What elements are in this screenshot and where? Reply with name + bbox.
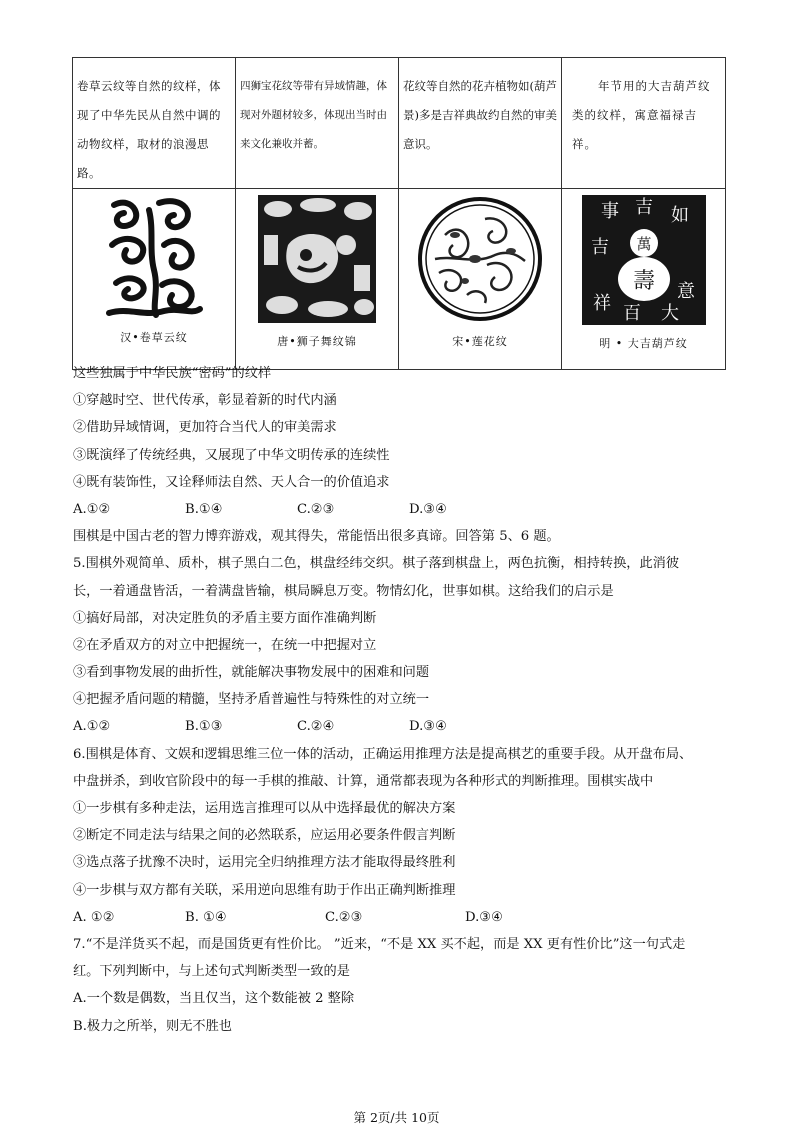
question-6: 6.围棋是体育、文娱和逻辑思维三位一体的活动，正确运用推理方法是提高棋艺的重要手段。从开盘布局、 (73, 746, 693, 762)
statement-3: ③既演绎了传统经典，又展现了中华文明传承的连续性 (73, 447, 390, 463)
options-q6 (73, 904, 733, 931)
text-line: 围棋是中国古老的智力博弈游戏，观其得失，常能悟出很多真谛。回答第 5、6 题。 (73, 529, 560, 545)
cloud-scroll-pattern-image (104, 195, 204, 319)
gourd-char: 壽 (632, 269, 655, 294)
option-a: A.①② (73, 501, 111, 517)
option-d: D.③④ (409, 719, 447, 735)
statement-2: ②在矛盾双方的对立中把握统一，在统一中把握对立 (73, 637, 377, 653)
page-footer: 第 2页/共 10页 (353, 1110, 440, 1125)
text-line: 这些独属于中华民族“密码”的纹样 (73, 366, 272, 381)
text-line: 长，一着通盘皆活，一着满盘皆输，棋局瞬息万变。物情幻化，世事如棋。这给我们的启示是 (73, 583, 614, 599)
options-q5 (73, 713, 733, 740)
lion-brocade-pattern-image (258, 195, 376, 323)
statement-2: ②借助异域情调，更加符合当代人的审美需求 (73, 420, 337, 436)
gourd-char: 事 (600, 201, 619, 222)
option-a: A.①② (73, 719, 111, 735)
question-5: 5.围棋外观简单、质朴，棋子黑白二色，棋盘经纬交织。棋子落到棋盘上，两色抗衡，相持转换，此消彼 (73, 556, 680, 572)
option-d: D.③④ (409, 501, 447, 517)
lotus-pattern-image (415, 195, 545, 323)
caption-han: 汉•卷草云纹 (120, 331, 188, 344)
pattern-cell-tang (236, 189, 399, 370)
statement-2: ②断定不同走法与结果之间的必然联系，应运用必要条件假言判断 (73, 828, 456, 844)
statement-4: ④一步棋与双方都有关联，采用逆向思维有助于作出正确判断推理 (73, 882, 456, 898)
gourd-pattern-image (582, 195, 706, 325)
option-d: D.③④ (465, 909, 503, 925)
statement-1: ①一步棋有多种走法，运用选言推理可以从中选择最优的解决方案 (73, 801, 456, 816)
gourd-char: 如 (670, 205, 689, 226)
option-b: B.①③ (185, 719, 223, 735)
gourd-char: 大 (660, 303, 679, 324)
text-line: 中盘拼杀，到收官阶段中的每一手棋的推敲、计算，通常都表现为各种形式的判断推理。围棋实战中 (73, 773, 654, 789)
question-text (73, 360, 733, 1040)
option-c: C.②③ (297, 501, 335, 517)
statement-1: ①搞好局部，对决定胜负的矛盾主要方面作准确判断 (73, 610, 377, 626)
statement-4: ④把握矛盾问题的精髓，坚持矛盾普遍性与特殊性的对立统一 (73, 692, 430, 708)
gourd-char: 吉 (590, 237, 609, 258)
option-b: B.①④ (185, 501, 223, 517)
pattern-table (72, 57, 726, 370)
statement-3: ③看到事物发展的曲折性，就能解决事物发展中的困难和问题 (73, 665, 430, 681)
gourd-char: 吉 (634, 197, 653, 218)
caption-tang: 唐•狮子舞纹锦 (277, 335, 357, 348)
gourd-char: 萬 (635, 235, 652, 253)
pattern-cell-han (73, 189, 236, 370)
desc-ming: 年节用的大吉葫芦纹类的纹样，寓意福禄吉祥。 (562, 58, 726, 189)
statement-4: ④既有装饰性，又诠释师法自然、天人合一的价值追求 (73, 474, 390, 490)
option-b: B. ①④ (185, 909, 227, 925)
option-c: C.②④ (297, 719, 335, 735)
caption-ming: 明 • 大吉葫芦纹 (599, 337, 688, 350)
gourd-char: 意 (676, 281, 695, 302)
option-b: B.极力之所举，则无不胜也 (73, 1018, 232, 1034)
statement-1: ①穿越时空、世代传承，彰显着新的时代内涵 (73, 393, 337, 409)
gourd-char: 百 (622, 303, 641, 324)
desc-song: 花纹等自然的花卉植物如(葫芦景)多是吉祥典故约自然的审美意识。 (399, 58, 562, 189)
options-q4 (73, 496, 733, 523)
option-a: A. ①② (73, 909, 115, 925)
statement-3: ③选点落子扰豫不决时，运用完全归纳推理方法才能取得最终胜利 (73, 855, 456, 871)
option-a: A.一个数是偶数，当且仅当，这个数能被 2 整除 (73, 991, 355, 1007)
caption-song: 宋•莲花纹 (452, 335, 508, 348)
desc-han: 卷草云纹等自然的纹样，体现了中华先民从自然中调的动物纹样，取材的浪漫思路。 (73, 58, 236, 189)
pattern-cell-song (399, 189, 562, 370)
pattern-cell-ming (562, 189, 726, 370)
gourd-char: 祥 (592, 293, 611, 314)
question-7: 7.“不是洋货买不起，而是国货更有性价比。 ”近来，“不是 XX 买不起，而是 XX 更有性价比”这一句式走 (73, 936, 686, 952)
text-line: 红。下列判断中，与上述句式判断类型一致的是 (73, 964, 350, 980)
desc-tang: 四狮宝花纹等带有异域情趣，体现对外题材较多，体现出当时由来文化兼收并蓄。 (236, 58, 399, 189)
option-c: C.②③ (325, 909, 363, 925)
